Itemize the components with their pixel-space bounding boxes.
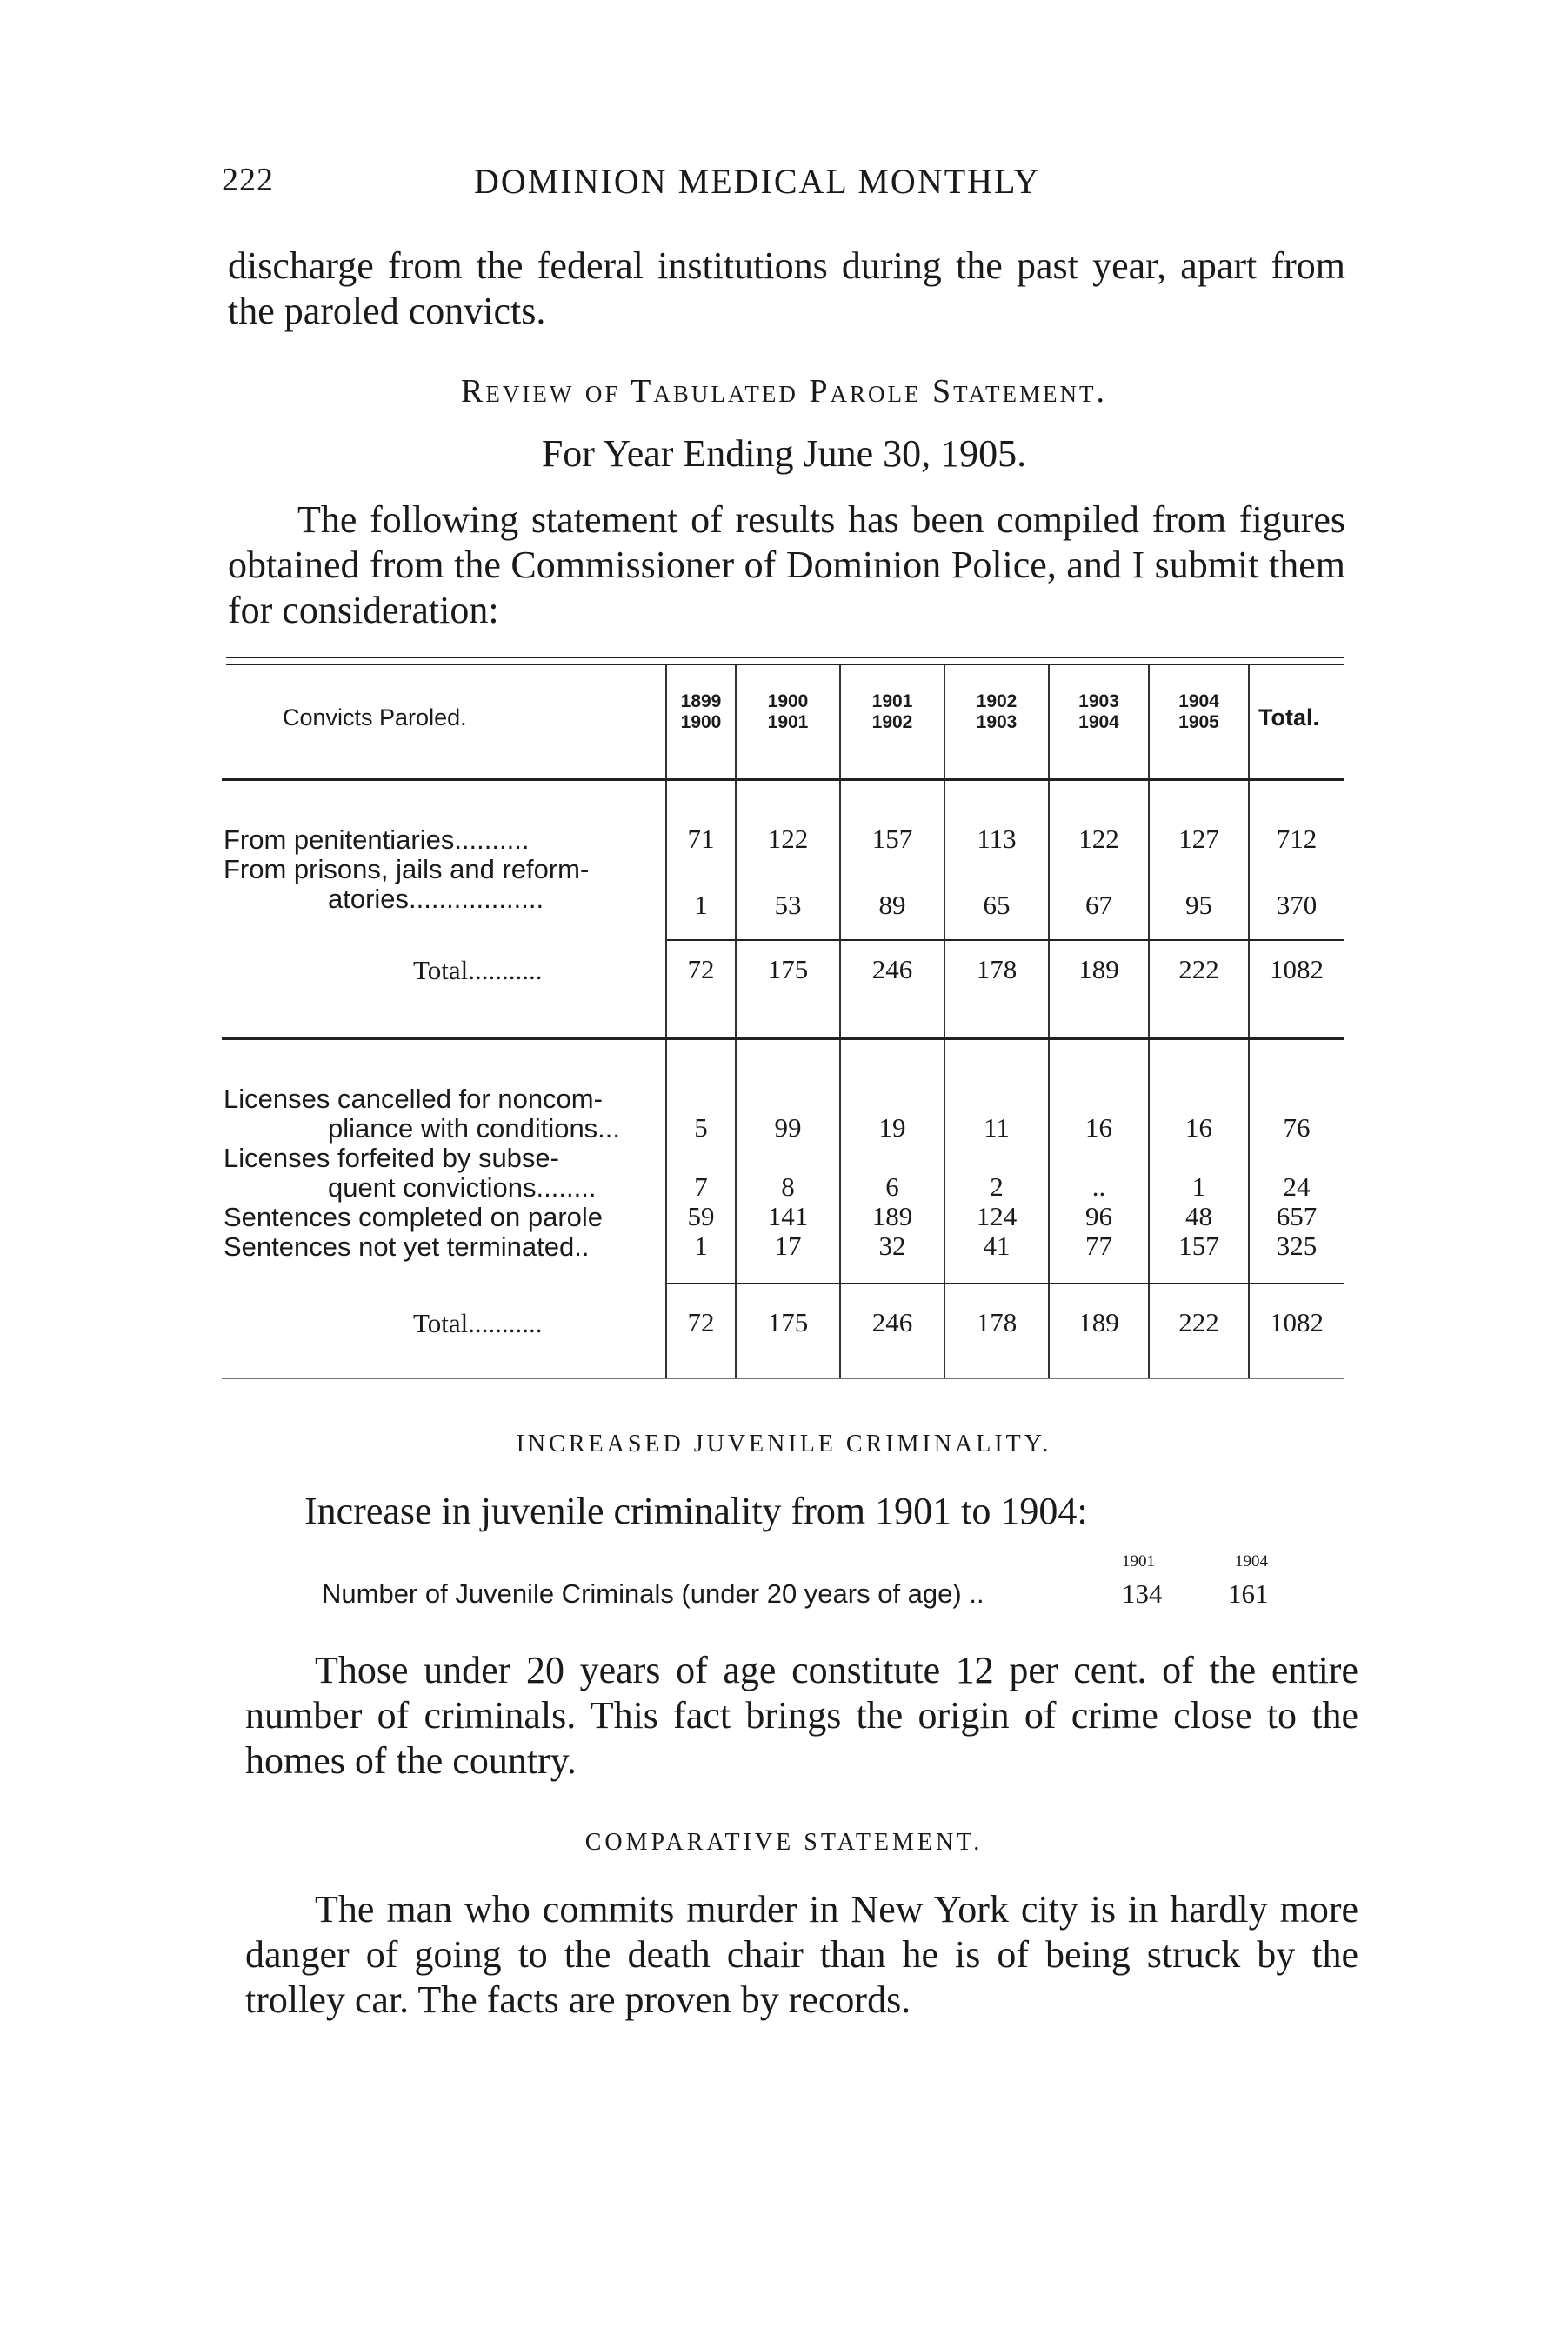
row-label: Licenses forfeited by subse- — [224, 1143, 559, 1173]
table-cell: 17 — [774, 1231, 802, 1261]
column-divider — [1048, 665, 1050, 1378]
table-cell: 95 — [1185, 890, 1212, 920]
table-cell: 7 — [694, 1171, 708, 1202]
table-cell: 16 — [1185, 1112, 1212, 1143]
table-cell: 77 — [1085, 1231, 1112, 1261]
table-cell: 157 — [1178, 1231, 1219, 1261]
table-cell: 24 — [1283, 1171, 1311, 1202]
journal-title: DOMINION MEDICAL MONTHLY — [474, 162, 1041, 201]
table-cell: 178 — [976, 954, 1018, 984]
column-divider — [1148, 665, 1150, 1378]
year-column-header: 1900 1901 — [767, 691, 809, 732]
juvenile-year-b: 1904 — [1235, 1552, 1268, 1571]
parole-table — [222, 657, 1348, 1383]
column-divider — [735, 665, 737, 1378]
total-column-header: Total. — [1258, 704, 1319, 730]
running-head — [222, 161, 1352, 213]
intro-paragraph: discharge from the federal institutions during the past year, apart from the paroled convicts. — [228, 244, 1345, 332]
table-cell: 712 — [1276, 824, 1318, 854]
table-cell: 1 — [1191, 1171, 1206, 1202]
column-divider — [839, 665, 841, 1378]
table-cell: 246 — [871, 1307, 913, 1337]
juvenile-value-a: 134 — [1122, 1578, 1163, 1609]
year-column-header: 1899 1900 — [680, 691, 722, 732]
total-label: Total........... — [413, 955, 543, 985]
row-label: From penitentiaries.......... — [224, 824, 530, 855]
table-top-rule-2 — [226, 664, 1344, 665]
table-cell: 178 — [976, 1307, 1018, 1337]
year-column-header: 1901 1902 — [871, 691, 913, 732]
section-rule — [222, 1037, 1344, 1040]
header-rule — [222, 778, 1344, 781]
table-cell: 72 — [687, 1307, 715, 1337]
row-label: Sentences completed on parole — [224, 1202, 604, 1232]
year-column-header: 1904 1905 — [1178, 691, 1219, 732]
juvenile-value-b: 161 — [1228, 1578, 1269, 1609]
table-cell: 122 — [767, 824, 809, 854]
comparative-heading: COMPARATIVE STATEMENT. — [584, 1829, 984, 1856]
year-column-header: 1902 1903 — [976, 691, 1018, 732]
subtotal-rule — [667, 1283, 1344, 1284]
review-paragraph: The following statement of results has been compiled from figures obtained from the Commissioner of Dominion Police, and I submit them for consideration: — [228, 498, 1345, 631]
table-bottom-rule — [222, 1378, 1344, 1379]
table-cell: 48 — [1185, 1201, 1212, 1231]
table-cell: 124 — [976, 1201, 1018, 1231]
table-cell: 67 — [1085, 890, 1112, 920]
juvenile-line: Increase in juvenile criminality from 1901 to 1904: — [304, 1490, 1088, 1532]
table-cell: 19 — [878, 1112, 906, 1143]
table-cell: 141 — [767, 1201, 809, 1231]
column-divider — [944, 665, 945, 1378]
table-cell: 72 — [687, 954, 715, 984]
convicts-paroled-header: Convicts Paroled. — [283, 704, 467, 730]
row-label: quent convictions........ — [328, 1172, 597, 1203]
table-cell: 41 — [983, 1231, 1011, 1261]
table-cell: 189 — [871, 1201, 913, 1231]
table-cell: 59 — [687, 1201, 715, 1231]
table-cell: 5 — [694, 1112, 708, 1143]
table-cell: 370 — [1276, 890, 1318, 920]
table-cell: 657 — [1276, 1201, 1318, 1231]
column-divider — [665, 665, 667, 1378]
row-label: From prisons, jails and reform- — [224, 854, 590, 884]
table-cell: 8 — [781, 1171, 795, 1202]
row-label: pliance with conditions... — [328, 1113, 621, 1144]
total-label: Total........... — [413, 1308, 543, 1338]
table-cell: 99 — [774, 1112, 802, 1143]
table-cell: 2 — [990, 1171, 1004, 1202]
table-cell: 96 — [1085, 1201, 1112, 1231]
year-column-header: 1903 1904 — [1078, 691, 1119, 732]
juvenile-paragraph: Those under 20 years of age constitute 12 per cent. of the entire number of criminals. This fact brings the origin of crime close to the homes of the country. — [245, 1649, 1358, 1782]
table-cell: 1082 — [1270, 1307, 1324, 1337]
column-divider — [1248, 665, 1250, 1378]
table-cell: .. — [1091, 1171, 1106, 1202]
table-cell: 76 — [1283, 1112, 1311, 1143]
table-cell: 222 — [1178, 954, 1219, 984]
review-subtitle: For Year Ending June 30, 1905. — [541, 432, 1027, 475]
page-number: 222 — [222, 162, 274, 198]
table-cell: 16 — [1085, 1112, 1112, 1143]
table-cell: 222 — [1178, 1307, 1219, 1337]
row-label: atories.................. — [328, 884, 544, 914]
table-cell: 71 — [687, 824, 715, 854]
table-cell: 113 — [977, 824, 1017, 854]
juvenile-row-label: Number of Juvenile Criminals (under 20 years of age) .. — [322, 1578, 984, 1609]
subtotal-rule — [667, 939, 1344, 941]
table-cell: 1082 — [1270, 954, 1324, 984]
comparative-paragraph: The man who commits murder in New York city is in hardly more danger of going to the death chair than he is of being struck by the trolley car. The facts are proven by records. — [245, 1888, 1358, 2021]
juvenile-heading: INCREASED JUVENILE CRIMINALITY. — [516, 1431, 1052, 1457]
table-cell: 157 — [871, 824, 913, 854]
table-cell: 32 — [878, 1231, 906, 1261]
table-cell: 127 — [1178, 824, 1219, 854]
row-label: Sentences not yet terminated.. — [224, 1231, 590, 1262]
table-cell: 175 — [767, 954, 809, 984]
table-top-rule — [226, 657, 1344, 658]
table-cell: 189 — [1078, 1307, 1119, 1337]
review-title: Review of Tabulated Parole Statement. — [461, 373, 1107, 410]
table-cell: 53 — [774, 890, 802, 920]
table-cell: 1 — [694, 1231, 708, 1261]
table-cell: 6 — [885, 1171, 899, 1202]
table-cell: 246 — [871, 954, 913, 984]
table-cell: 175 — [767, 1307, 809, 1337]
table-cell: 89 — [878, 890, 906, 920]
table-cell: 189 — [1078, 954, 1119, 984]
juvenile-year-a: 1901 — [1122, 1552, 1155, 1571]
table-cell: 122 — [1078, 824, 1119, 854]
table-cell: 1 — [694, 890, 708, 920]
table-cell: 65 — [983, 890, 1011, 920]
table-cell: 11 — [984, 1112, 1010, 1143]
row-label: Licenses cancelled for noncom- — [224, 1084, 603, 1114]
table-cell: 325 — [1276, 1231, 1318, 1261]
